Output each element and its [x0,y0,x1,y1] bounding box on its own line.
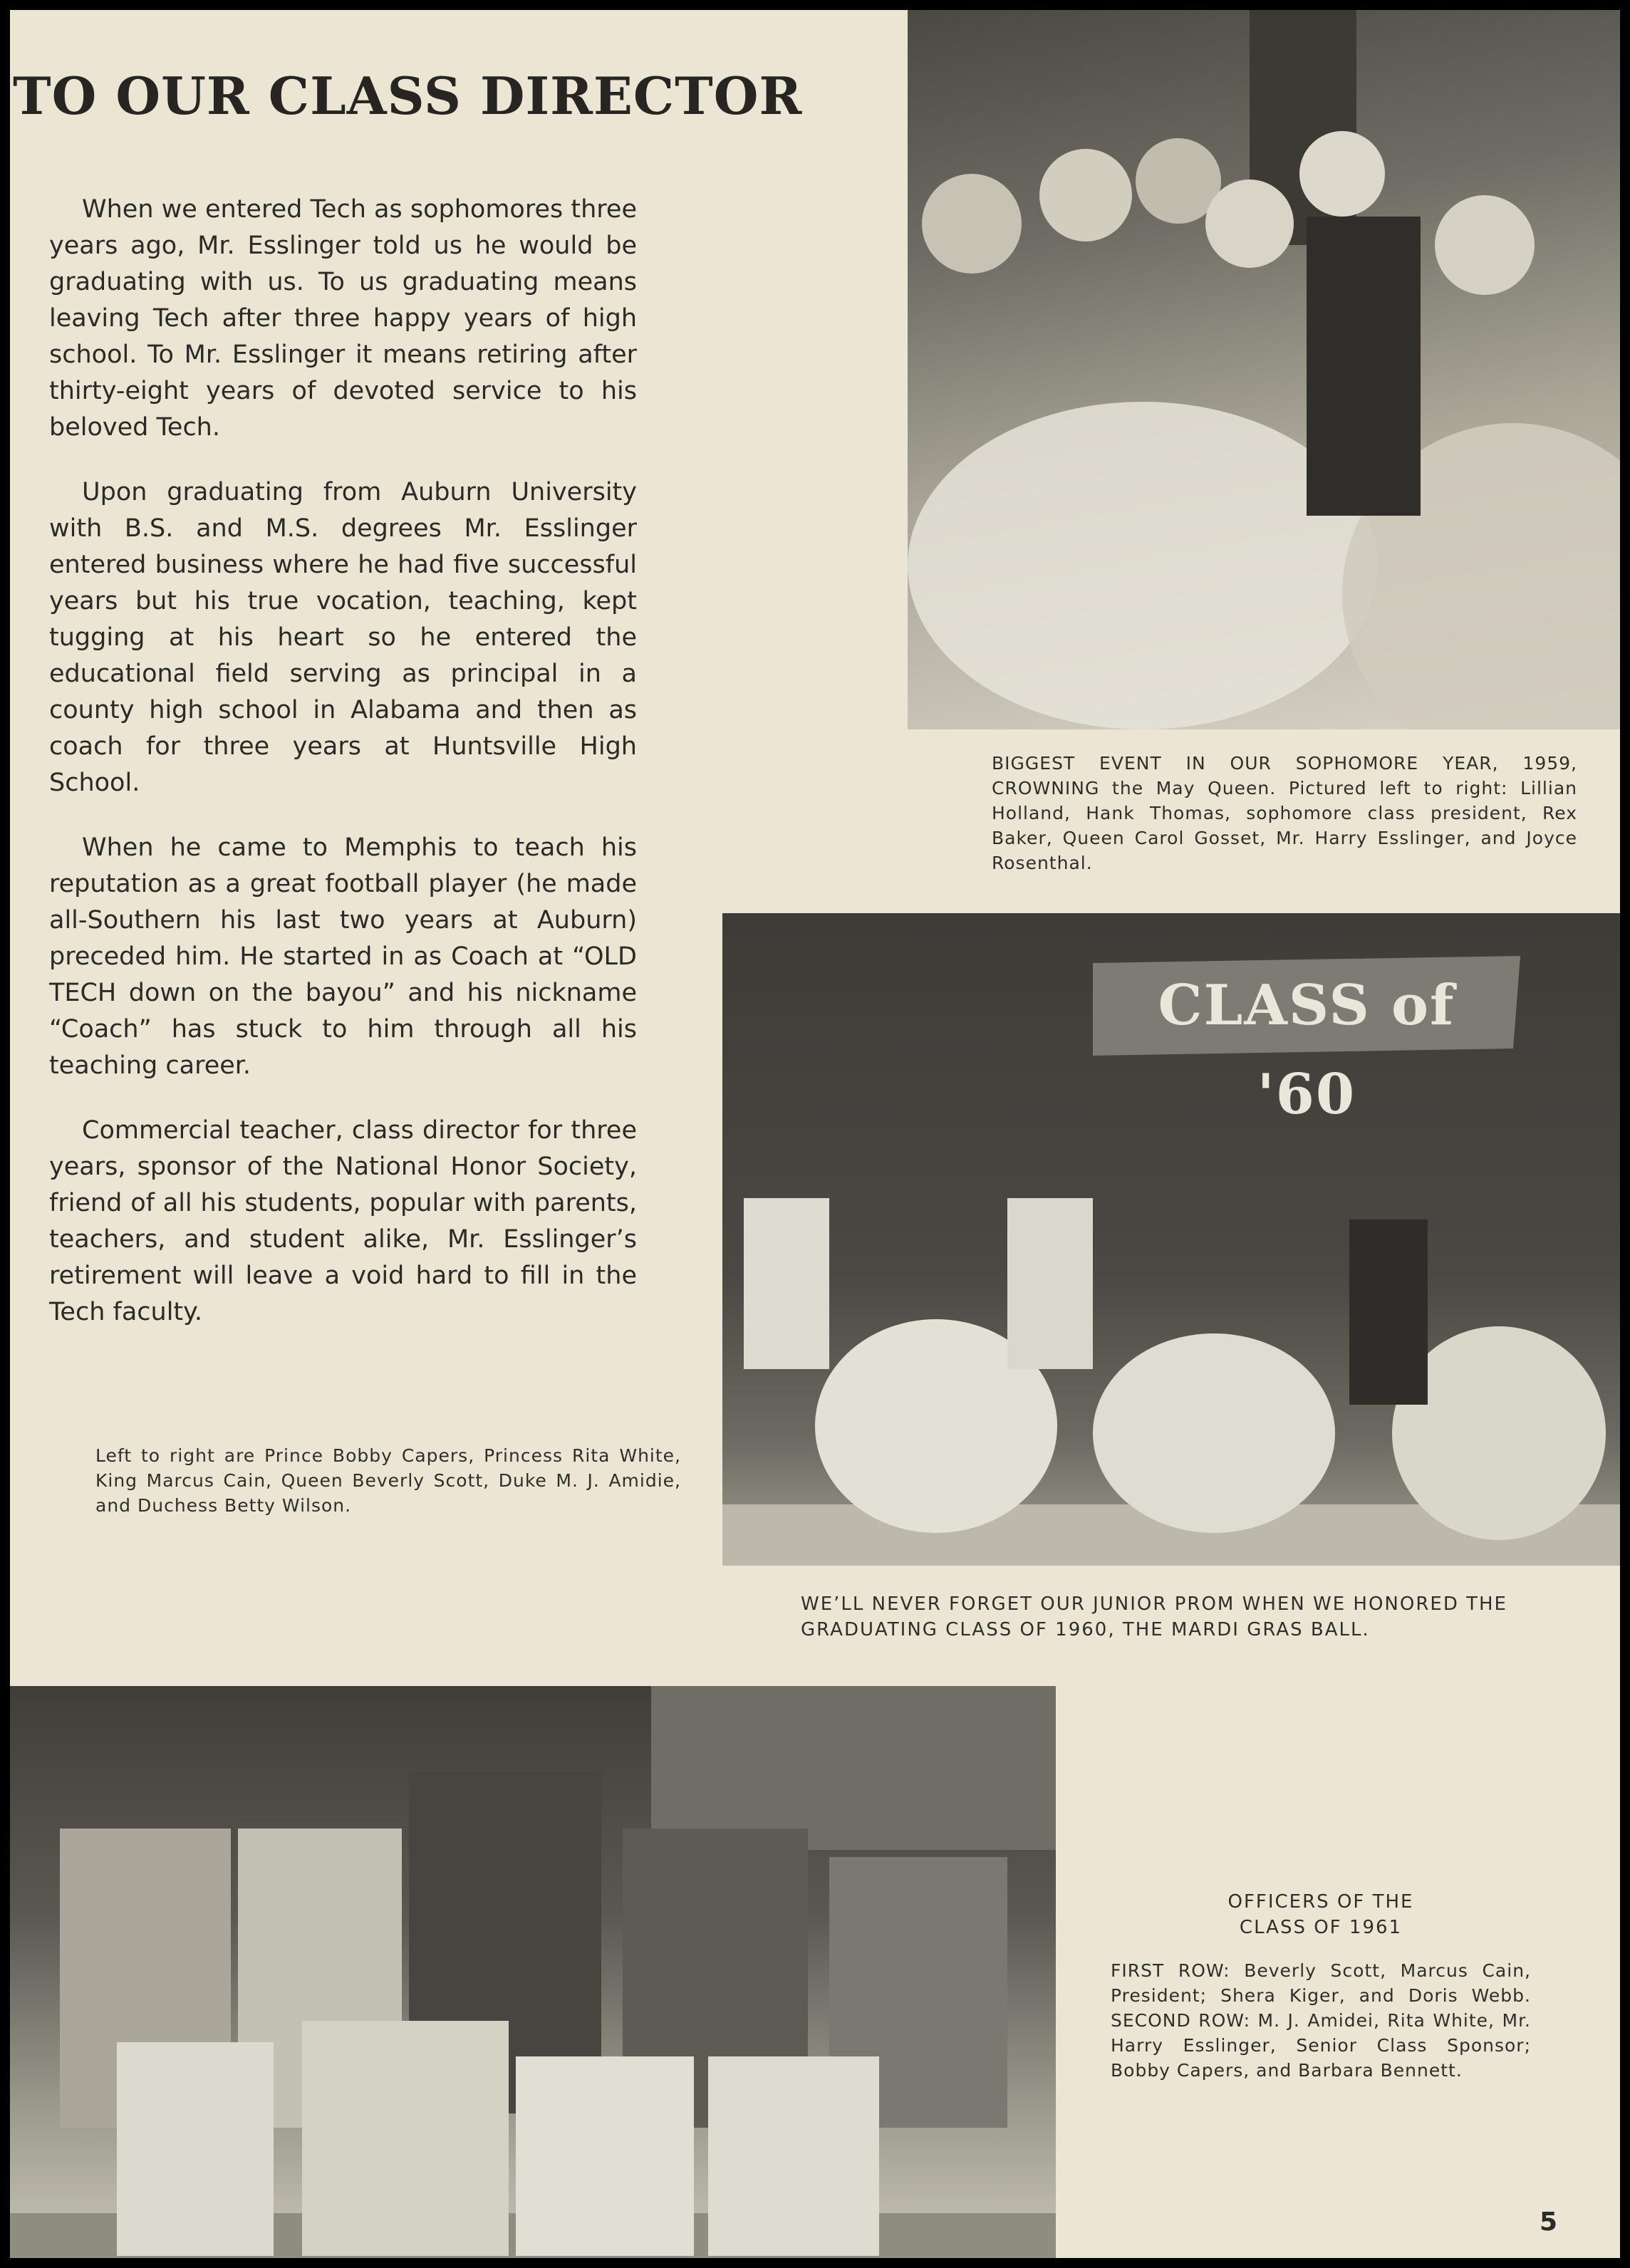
paragraph-3: When he came to Memphis to teach his reputation as a great football player (he made all-Southern his last two years at Auburn) preceded him. He started in as Coach at “OLD TECH down on the bayou” and his nickname “Coach” has stuck to him through all his teaching career. [49,833,637,1080]
paragraph-4: Commercial teacher, class director for three years, sponsor of the National Honor Society, friend of all his students, popular with parents, teachers, and student alike, Mr. Esslinger’s retirement will leave a void hard to fill in the Tech faculty. [49,1116,637,1326]
class-officers-photo [10,1686,1056,2258]
officers-caption: FIRST ROW: Beverly Scott, Marcus Cain, President; Shera Kiger, and Doris Webb. SECOND ROW: M. J. Amidei, Rita White, Mr. Harry Esslinger, Senior Class Sponsor; Bobby Capers, and Barbara Bennett. [1111,1960,1531,2081]
may-queen-caption: BIGGEST EVENT IN OUR SOPHOMORE YEAR, 1959, CROWNING the May Queen. Pictured left to right: Lillian Holland, Hank Thomas, sophomore class president, Rex Baker, Queen Carol Gosset, Mr. Harry Esslinger, and Joyce Rosenthal. [992,753,1577,873]
yearbook-page [10,10,1620,2258]
prom-caption-text: WE’LL NEVER FORGET OUR JUNIOR PROM WHEN WE HONORED THE GRADUATING CLASS OF 1960, THE MARDI GRAS BALL. [801,1593,1507,1640]
page-title: TO OUR CLASS DIRECTOR [13,66,803,126]
paragraph-2: Upon graduating from Auburn University with B.S. and M.S. degrees Mr. Esslinger entered business where he had five successful years but his true vocation, teaching, kept tugging at his heart so he entered the educational field serving as principal in a county high school in Alabama and then as coach for three years at Huntsville High School. [49,478,637,797]
junior-prom-caption [801,1591,1570,1643]
page-number: 5 [1540,2207,1558,2237]
officers-heading [1107,1889,1535,1940]
paragraph-1: When we entered Tech as sophomores three years ago, Mr. Esslinger told us he would be graduating with us. To us graduating means leaving Tech after three happy years of high school. To Mr. Esslinger it means retiring after thirty-eight years of devoted service to his beloved Tech. [49,195,637,442]
royalty-caption: Left to right are Prince Bobby Capers, Princess Rita White, King Marcus Cain, Queen Beverly Scott, Duke M. J. Amidie, and Duchess Betty Wilson. [95,1445,681,1516]
class-of-60-banner: CLASS of '60 [1158,973,1455,1127]
may-queen-photo [908,10,1620,729]
officers-heading-line-1: OFFICERS OF THE [1227,1891,1414,1913]
officers-heading-line-2: CLASS OF 1961 [1239,1917,1403,1938]
article-body [49,192,637,1359]
